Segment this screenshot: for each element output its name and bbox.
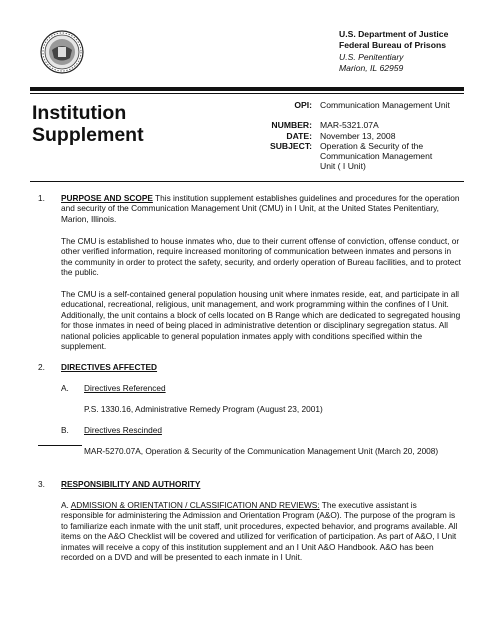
meta-rule [30,181,464,182]
directive-referenced: P.S. 1330.16, Administrative Remedy Program (August 23, 2001) [84,404,323,414]
agency-line: U.S. Department of Justice [339,29,449,39]
header-rule-thick [30,87,464,91]
section-number: 1. [38,193,45,203]
section-heading: PURPOSE AND SCOPE [61,193,153,203]
header-rule-thin [30,93,464,94]
directive-rescinded: MAR-5270.07A, Operation & Security of the Communication Management Unit (March 20, 2008) [84,446,439,456]
subject-value: Operation & Security of the Communication Management Unit ( I Unit) [320,140,433,172]
agency-line: Marion, IL 62959 [339,63,404,74]
subsection-prefix: A. [61,500,71,510]
section-number: 3. [38,479,45,489]
subsection-title: ADMISSION & ORIENTATION / CLASSIFICATION AND REVIEWS: [70,500,320,510]
date-label: DATE: [286,130,312,141]
subsection-title: Directives Referenced [84,383,166,393]
paragraph-text: The executive assistant is responsible for administering the Admission and Orientation Program (A&O). The purpose of the program is to familiarize each inmate with the unit staff, unit procedures, expected behavior, and programs available. All items on the A&O Checklist will be covered and utilized for verification of participation. As part of A&O, I Unit inmates will receive a copy of this institution supplement and an I Unit A&O Handbook. A&O has been recorded on a DVD and will be presented to each inmate in I Unit. [61,500,458,563]
doj-seal-icon [40,30,84,74]
paragraph-text: This institution supplement establishes guidelines and procedures for the operation and security of the Communication Management Unit (CMU) in I Unit, at the United States Penitentiary, Marion, Illinois. [61,193,460,224]
section-1-intro [61,193,461,224]
subsection-letter: B. [61,425,69,435]
section-heading: RESPONSIBILITY AND AUTHORITY [61,479,201,489]
section-1-paragraph-2: The CMU is established to house inmates who, due to their current offense of conviction, offense conduct, or other verified information, require increased monitoring of communication between inmates and persons in the community in order to protect the safety, security, and orderly operation of Bureau facilities, and to protect the public. [61,236,461,278]
agency-line: U.S. Penitentiary [339,51,404,62]
title-line: Supplement [32,124,144,146]
subject-label: SUBJECT: [269,140,312,151]
title-line: Institution [32,102,127,124]
number-label: NUMBER: [271,120,312,131]
section-3-paragraph [61,500,461,562]
subsection-title: Directives Rescinded [84,425,162,435]
agency-line: Federal Bureau of Prisons [339,40,446,51]
date-value: November 13, 2008 [320,130,396,141]
document-title [32,102,144,146]
blank-line [38,445,82,446]
opi-value: Communication Management Unit [320,100,450,110]
section-heading: DIRECTIVES AFFECTED [61,362,158,372]
agency-block [339,29,448,75]
section-number: 2. [38,362,45,372]
number-value: MAR-5321.07A [320,120,379,131]
subsection-letter: A. [61,383,69,393]
opi-label: OPI: [294,100,312,110]
section-1-paragraph-3: The CMU is a self-contained general population housing unit where inmates reside, eat, and participate in all educational, recreational, religious, unit management, and work programming within the confines of I Unit. Additionally, the unit contains a block of cells located on B Range which are dedicated to segregated housing for those inmates in need of being placed in administrative detention or disciplinary segregation status. All national policies applicable to general population inmates apply with conditions specified within the supplement. [61,289,461,352]
